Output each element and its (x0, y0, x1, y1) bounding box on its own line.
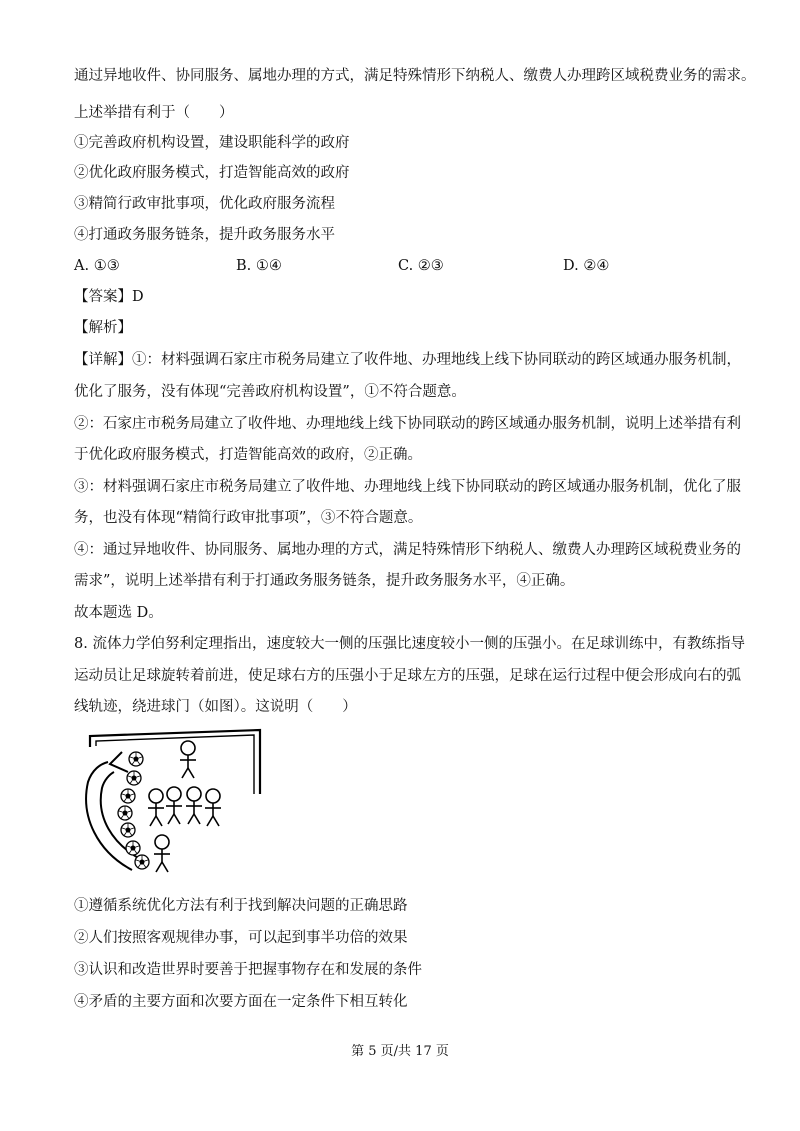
q7-detail-3: ②：石家庄市税务局建立了收件地、办理地线上线下协同联动的跨区域通办服务机制，说明上述举措有利 (74, 416, 741, 432)
q8-stem-2: 运动员让足球旋转着前进，使足球右方的压强小于足球左方的压强，足球在运行过程中便会形成向右的弧 (74, 668, 741, 684)
q7-conclusion: 故本题选 D。 (74, 605, 163, 621)
q7-detail-2: 优化了服务，没有体现“完善政府机构设置”，①不符合题意。 (74, 384, 466, 400)
q7-option-d: D. ②④ (563, 258, 610, 274)
q7-statement-2: ②优化政府服务模式，打造智能高效的政府 (74, 165, 350, 181)
q8-statement-3: ③认识和改造世界时要善于把握事物存在和发展的条件 (74, 962, 422, 978)
intro-line-2: 上述举措有利于（ ） (74, 105, 234, 121)
q7-option-a: A. ①③ (74, 258, 120, 274)
q7-statement-1: ①完善政府机构设置，建设职能科学的政府 (74, 135, 350, 151)
q8-statement-2: ②人们按照客观规律办事，可以起到事半功倍的效果 (74, 930, 408, 946)
kicker-figure (154, 835, 170, 872)
q7-detail-7: ④：通过异地收件、协同服务、属地办理的方式，满足特殊情形下纳税人、缴费人办理跨区域税费业务的 (74, 542, 741, 558)
q7-detail-6: 务，也没有体现“精简行政审批事项”，③不符合题意。 (74, 510, 423, 526)
goalkeeper-figure (180, 741, 196, 778)
q7-option-b: B. ①④ (236, 258, 282, 274)
q7-statement-4: ④打通政务服务链条，提升政务服务水平 (74, 227, 335, 243)
q7-answer: 【答案】D (74, 289, 144, 305)
q8-statement-1: ①遵循系统优化方法有利于找到解决问题的正确思路 (74, 898, 408, 914)
q7-detail-8: 需求”，说明上述举措有利于打通政务服务链条，提升政务服务水平，④正确。 (74, 573, 575, 589)
intro-line-1: 通过异地收件、协同服务、属地办理的方式，满足特殊情形下纳税人、缴费人办理跨区域税费业务的需求。 (74, 68, 756, 84)
q7-detail-4: 于优化政府服务模式，打造智能高效的政府，②正确。 (74, 447, 422, 463)
page-footer: 第 5 页/共 17 页 (351, 1044, 449, 1059)
q7-detail-1: 【详解】①：材料强调石家庄市税务局建立了收件地、办理地线上线下协同联动的跨区域通办服务机制， (74, 352, 741, 368)
goal-frame (90, 730, 260, 794)
defender-wall (148, 787, 221, 826)
q7-analysis-label: 【解析】 (74, 320, 132, 336)
q8-stem-3: 线轨迹，绕进球门（如图）。这说明（ ） (74, 699, 357, 715)
q8-stem-1: 8. 流体力学伯努利定理指出，速度较大一侧的压强比速度较小一侧的压强小。在足球训练中，有教练指导 (74, 636, 745, 652)
q7-detail-5: ③：材料强调石家庄市税务局建立了收件地、办理地线上线下协同联动的跨区域通办服务机制，优化了服 (74, 479, 741, 495)
soccer-curve-figure (70, 722, 280, 882)
q8-statement-4: ④矛盾的主要方面和次要方面在一定条件下相互转化 (74, 994, 408, 1010)
q7-statement-3: ③精简行政审批事项，优化政府服务流程 (74, 196, 335, 212)
q7-option-c: C. ②③ (398, 258, 444, 274)
